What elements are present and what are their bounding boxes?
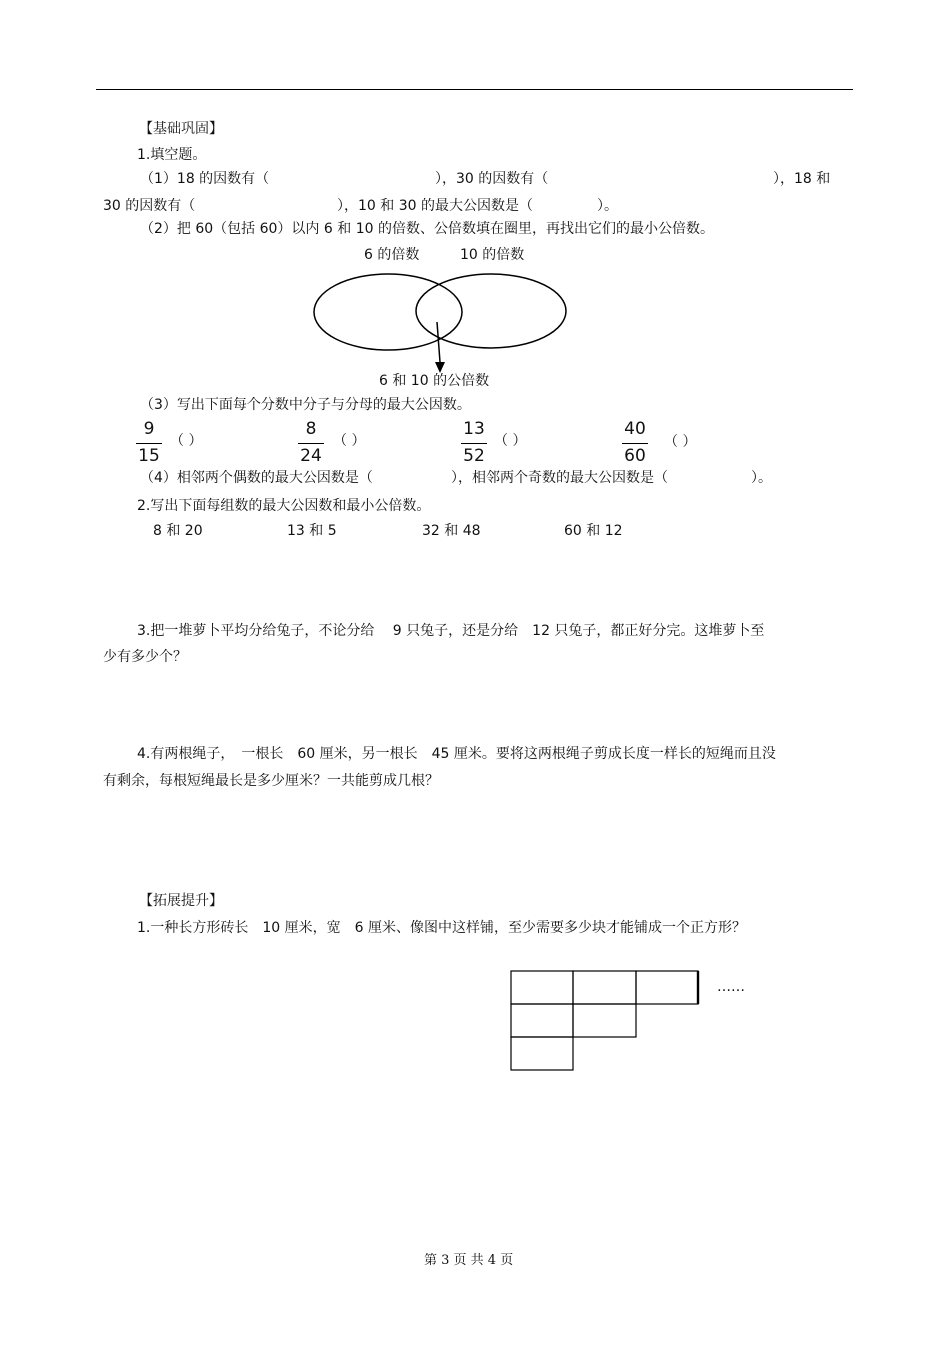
fraction-1-blank: （ ） — [170, 433, 203, 449]
fraction-4-blank: （ ） — [664, 434, 697, 450]
q1-p4-a: （4）相邻两个偶数的最大公因数是（ — [140, 470, 373, 486]
q1-title: 1.填空题。 — [137, 147, 207, 163]
q1-p2: （2）把 60（包括 60）以内 6 和 10 的倍数、公倍数填在圈里，再找出它们的最小公倍数。 — [140, 221, 714, 237]
brick-r2-c1 — [511, 1004, 573, 1037]
fraction-2-denominator: 24 — [300, 446, 322, 466]
brick-r1-c1 — [511, 971, 573, 1004]
brick-r1-c3 — [636, 971, 698, 1004]
q4-line2: 有剩余，每根短绳最长是多少厘米？一共能剪成几根？ — [103, 773, 439, 789]
fraction-3-blank: （ ） — [494, 433, 527, 449]
brick-r1-c2 — [573, 971, 636, 1004]
q1-p1-line1-c: ），18 和 — [773, 171, 831, 187]
fraction-3-denominator: 52 — [463, 446, 485, 466]
q3-line2: 少有多少个？ — [103, 649, 187, 665]
fraction-4-numerator: 40 — [624, 419, 646, 439]
q1-p4-b: ），相邻两个奇数的最大公因数是（ — [451, 470, 668, 486]
q1-p4-c: ）。 — [751, 470, 772, 486]
q1-p1-line2-b: ），10 和 30 的最大公因数是（ — [337, 198, 533, 214]
q1-p3: （3）写出下面每个分数中分子与分母的最大公因数。 — [140, 397, 471, 413]
venn-right-label: 10 的倍数 — [460, 247, 525, 263]
q3-line1: 3.把一堆萝卜平均分给兔子，不论分给 9 只兔子，还是分给 12 只兔子，都正好分完。这堆萝卜至 — [137, 623, 765, 639]
fraction-2-numerator: 8 — [305, 419, 317, 439]
ext1-text: 1.一种长方形砖长 10 厘米，宽 6 厘米、像图中这样铺，至少需要多少块才能铺成一个正方形？ — [137, 920, 746, 936]
page-footer: 第 3 页 共 4 页 — [424, 1253, 514, 1268]
q2-title: 2.写出下面每组数的最大公因数和最小公倍数。 — [137, 498, 431, 514]
q2-pair-3: 32 和 48 — [422, 523, 481, 539]
q4-line1: 4.有两根绳子， 一根长 60 厘米，另一根长 45 厘米。要将这两根绳子剪成长度一样长的短绳而且没 — [137, 746, 776, 762]
q2-pair-2: 13 和 5 — [287, 523, 337, 539]
fraction-1-numerator: 9 — [143, 419, 155, 439]
venn-bottom-label: 6 和 10 的公倍数 — [379, 373, 490, 389]
fraction-2-blank: （ ） — [333, 433, 366, 449]
brick-r2-c2 — [573, 1004, 636, 1037]
q2-pair-1: 8 和 20 — [153, 523, 203, 539]
q1-p1-line2-c: ）。 — [597, 198, 618, 214]
brick-r3-c1 — [511, 1037, 573, 1070]
q1-p1-line1-b: ），30 的因数有（ — [435, 171, 549, 187]
q2-pair-4: 60 和 12 — [564, 523, 623, 539]
q1-p1-line1-a: （1）18 的因数有（ — [140, 171, 270, 187]
brick-ellipsis: …… — [717, 979, 745, 995]
q1-p1-line2-a: 30 的因数有（ — [103, 198, 196, 214]
section-basic-heading: 【基础巩固】 — [139, 121, 223, 137]
venn-left-label: 6 的倍数 — [364, 247, 420, 263]
fraction-3-numerator: 13 — [463, 419, 485, 439]
section-extension-heading: 【拓展提升】 — [139, 893, 223, 909]
fraction-1-denominator: 15 — [138, 446, 160, 466]
fraction-4-denominator: 60 — [624, 446, 646, 466]
